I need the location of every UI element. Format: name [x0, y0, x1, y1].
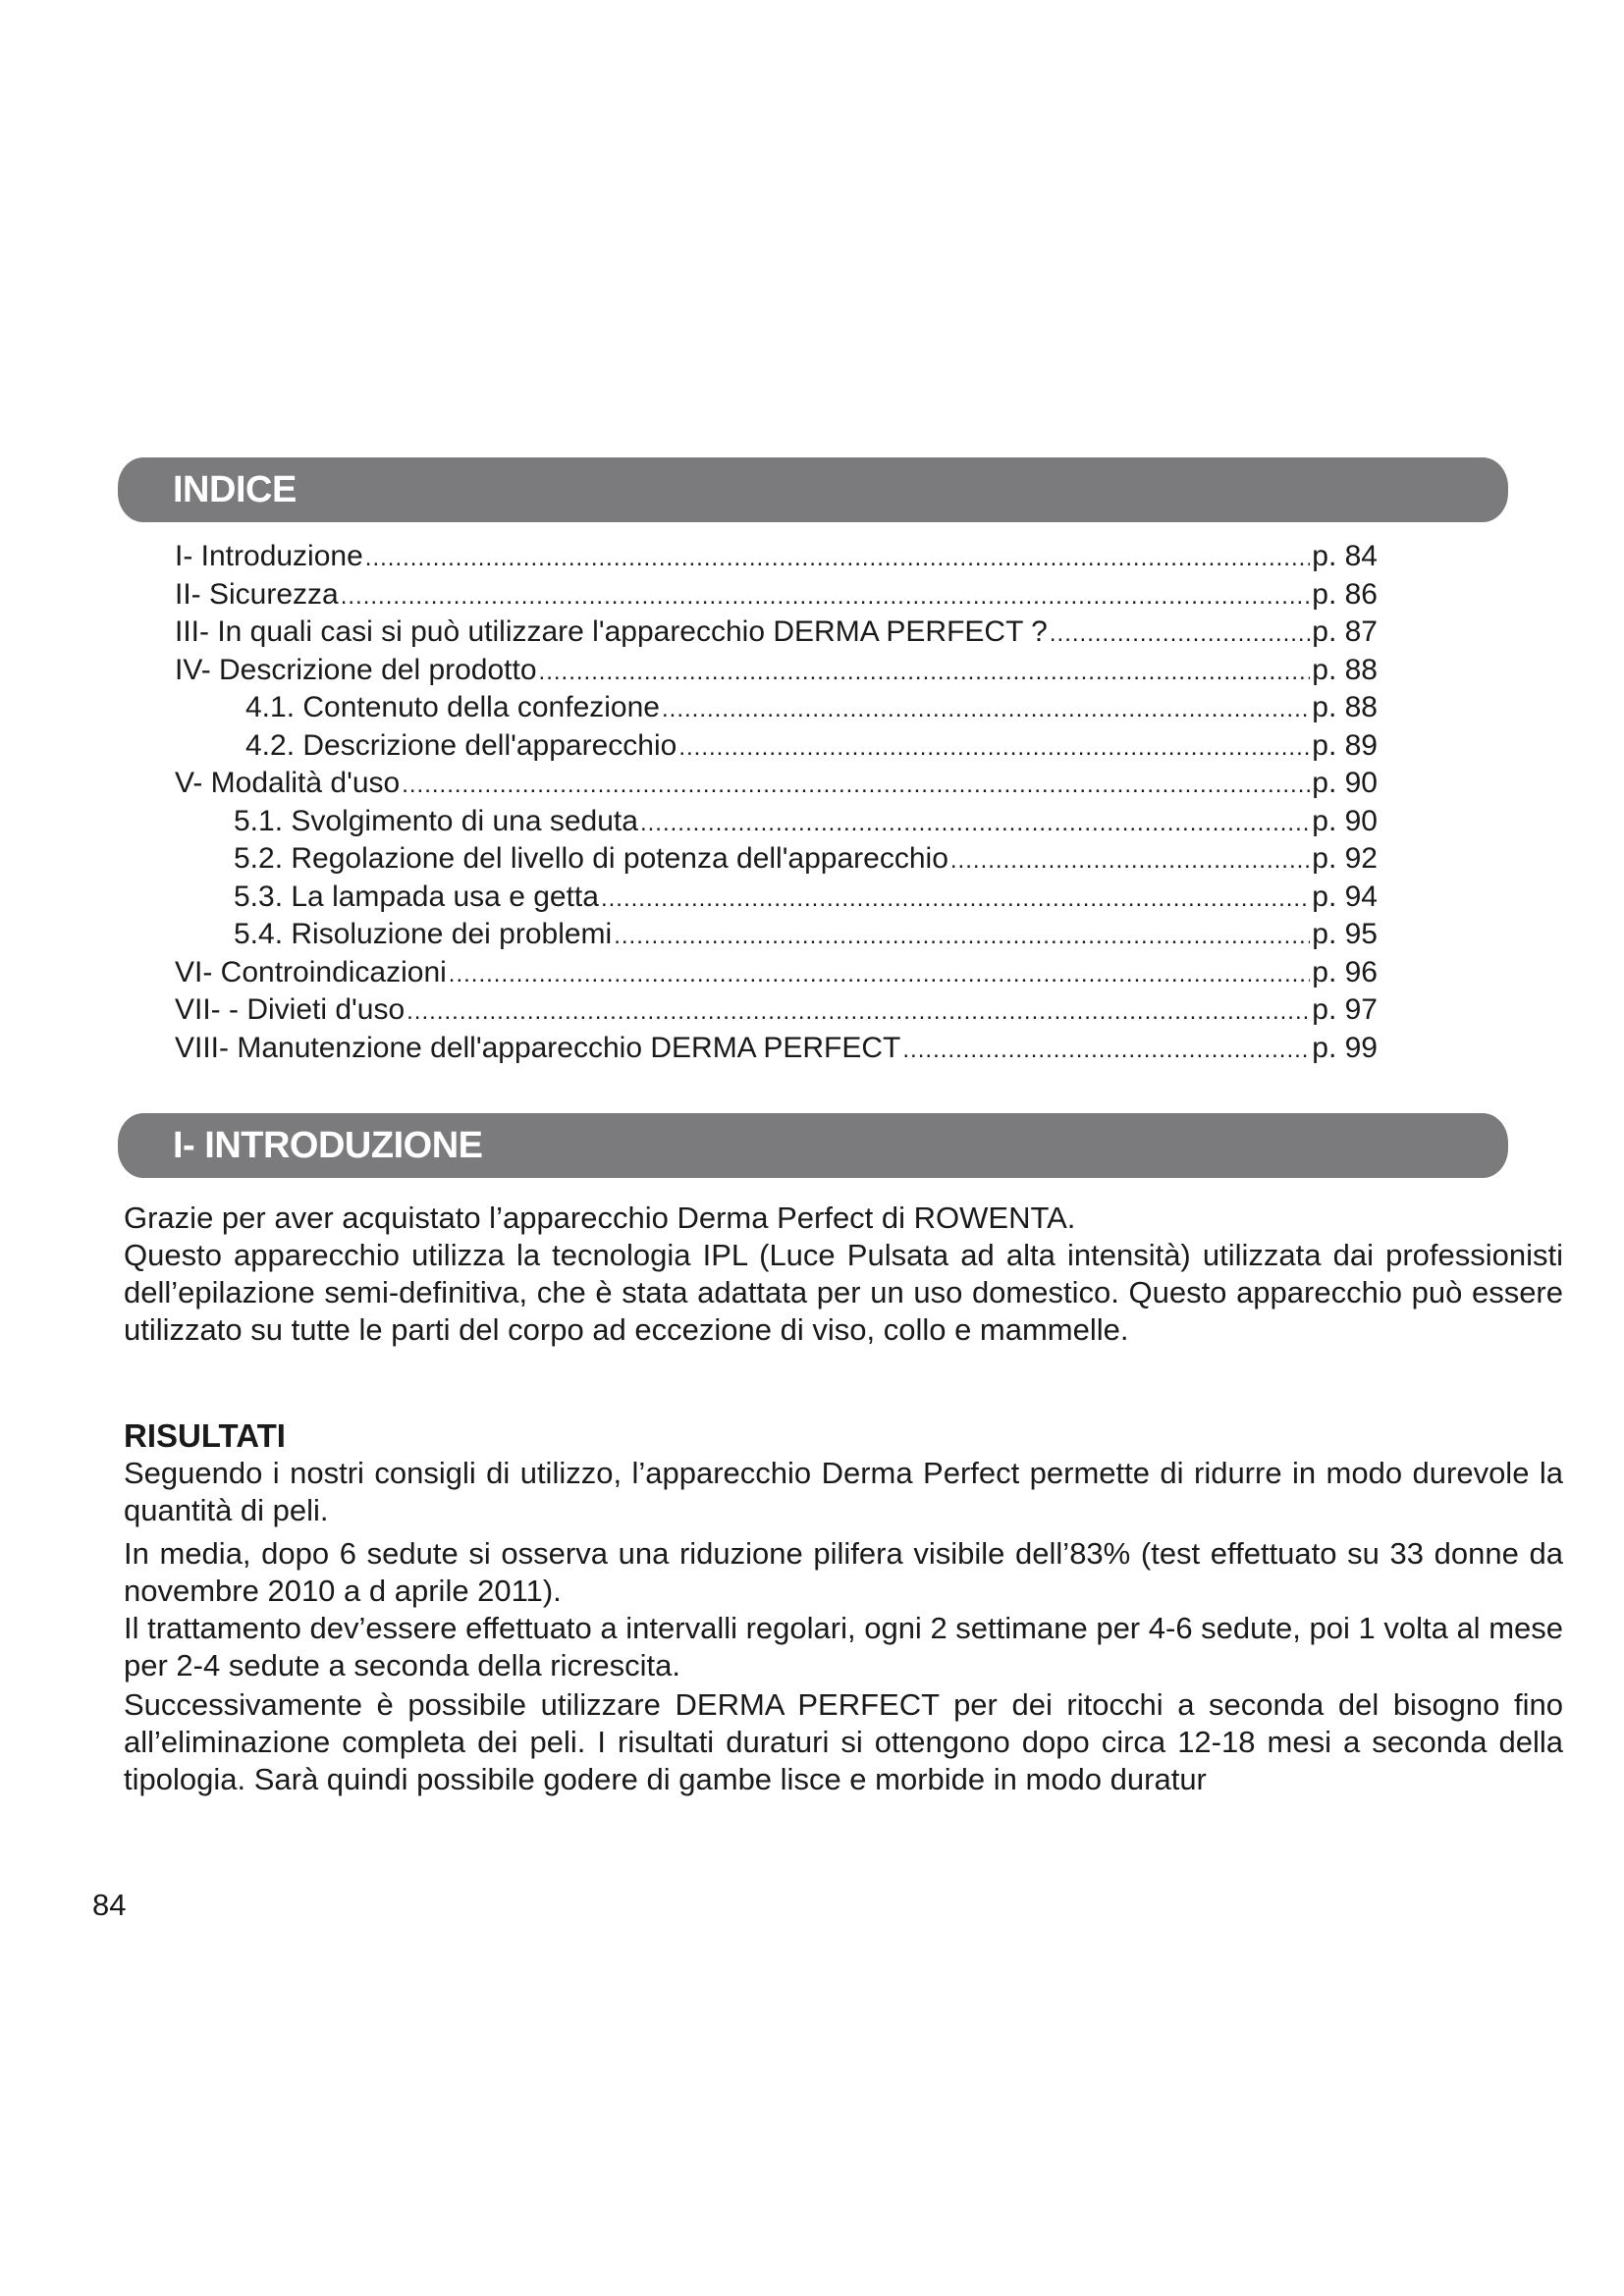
toc-entry-page: p. 89 — [1312, 728, 1378, 762]
toc-entry-page: p. 92 — [1312, 842, 1378, 875]
toc-entry-page: p. 88 — [1312, 691, 1378, 723]
toc-leader-dots — [449, 954, 1310, 994]
toc-entry-label: 5.3. La lampada usa e getta — [234, 880, 599, 913]
introduction-paragraph: Grazie per aver acquistato l’apparecchio Derma Perfect di ROWENTA. — [124, 1201, 1076, 1235]
toc-entry[interactable] — [175, 1030, 1378, 1068]
toc-entry[interactable] — [175, 614, 1378, 652]
table-of-contents — [175, 538, 1378, 1067]
results-paragraph: Seguendo i nostri consigli di utilizzo, l’apparecchio Derma Perfect permette di ridurre in modo durevole la quantità di peli. — [124, 1456, 1563, 1527]
toc-entry-page: p. 86 — [1312, 577, 1378, 611]
toc-entry[interactable] — [175, 954, 1378, 992]
toc-leader-dots — [662, 689, 1310, 729]
toc-entry-page: p. 84 — [1312, 540, 1378, 572]
toc-entry-page: p. 90 — [1312, 767, 1378, 799]
toc-leader-dots — [406, 991, 1310, 1032]
toc-leader-dots — [640, 803, 1310, 843]
toc-entry-label: I- Introduzione — [175, 540, 363, 572]
toc-entry[interactable] — [175, 576, 1378, 614]
toc-subentry[interactable] — [175, 727, 1378, 766]
toc-entry-label: III- In quali casi si può utilizzare l'apparecchio DERMA PERFECT ? — [175, 615, 1048, 648]
toc-leader-dots — [539, 652, 1311, 692]
results-paragraph: In media, dopo 6 sedute si osserva una riduzione pilifera visibile dell’83% (test effettuato su 33 donne da novembre 2010 a d aprile 2011). — [124, 1536, 1563, 1608]
toc-entry-label: VIII- Manutenzione dell'apparecchio DERMA PERFECT — [175, 1031, 901, 1064]
toc-entry-label: 5.4. Risoluzione dei problemi — [234, 918, 613, 950]
toc-leader-dots — [402, 765, 1310, 805]
page-number: 84 — [92, 1888, 127, 1922]
toc-leader-dots — [365, 538, 1310, 578]
toc-entry-label: VII- - Divieti d'uso — [175, 993, 406, 1026]
toc-entry-page: p. 94 — [1312, 880, 1378, 913]
toc-leader-dots — [614, 916, 1310, 956]
toc-leader-dots — [1050, 614, 1310, 654]
index-title: INDICE — [173, 469, 297, 510]
toc-entry[interactable] — [175, 538, 1378, 576]
results-heading: RISULTATI — [124, 1417, 286, 1454]
toc-subentry[interactable] — [175, 689, 1378, 727]
introduction-paragraph: Questo apparecchio utilizza la tecnologia IPL (Luce Pulsata ad alta intensità) utilizzata dai professionisti dell’epilazione semi-definitiva, che è stata adattata per un uso domestico. Questo apparecchio può essere utilizzato su tutte le parti del corpo ad eccezione di viso, collo e mammelle. — [124, 1238, 1563, 1347]
toc-subentry[interactable] — [175, 916, 1378, 954]
index-banner — [118, 457, 1508, 522]
toc-leader-dots — [341, 576, 1311, 616]
toc-entry-page: p. 99 — [1312, 1031, 1378, 1064]
toc-leader-dots — [950, 840, 1310, 881]
toc-entry-label: V- Modalità d'uso — [175, 767, 401, 799]
toc-entry-label: 4.2. Descrizione dell'apparecchio — [245, 728, 677, 762]
toc-entry-label: VI- Controindicazioni — [175, 955, 447, 988]
introduction-title: I- INTRODUZIONE — [173, 1125, 483, 1166]
toc-entry-page: p. 88 — [1312, 653, 1378, 686]
toc-entry-label: 5.1. Svolgimento di una seduta — [234, 804, 638, 837]
toc-subentry[interactable] — [175, 840, 1378, 879]
toc-entry[interactable] — [175, 991, 1378, 1030]
toc-entry[interactable] — [175, 765, 1378, 803]
toc-leader-dots — [601, 879, 1310, 919]
toc-entry-page: p. 87 — [1312, 615, 1378, 648]
introduction-banner — [118, 1113, 1508, 1178]
toc-entry-page: p. 90 — [1312, 804, 1378, 837]
toc-subentry[interactable] — [175, 803, 1378, 841]
toc-entry-page: p. 95 — [1312, 918, 1378, 950]
toc-entry-label: IV- Descrizione del prodotto — [175, 653, 537, 686]
toc-subentry[interactable] — [175, 879, 1378, 917]
toc-entry-label: 5.2. Regolazione del livello di potenza dell'apparecchio — [234, 842, 948, 875]
toc-entry-label: II- Sicurezza — [175, 577, 339, 611]
results-paragraph: Il trattamento dev’essere effettuato a intervalli regolari, ogni 2 settimane per 4-6 sedute, poi 1 volta al mese per 2-4 sedute a seconda della ricrescita. — [124, 1611, 1563, 1682]
results-paragraph: Successivamente è possibile utilizzare DERMA PERFECT per dei ritocchi a seconda del bisogno fino all’eliminazione completa dei peli. I risultati duraturi si ottengono dopo circa 12-18 mesi a seconda della tipologia. Sarà quindi possibile godere di gambe lisce e morbide in modo duratur — [124, 1687, 1563, 1796]
toc-entry[interactable] — [175, 652, 1378, 690]
toc-leader-dots — [678, 727, 1310, 768]
toc-leader-dots — [902, 1030, 1310, 1070]
toc-entry-page: p. 96 — [1312, 955, 1378, 988]
toc-entry-label: 4.1. Contenuto della confezione — [245, 691, 660, 723]
toc-entry-page: p. 97 — [1312, 993, 1378, 1026]
